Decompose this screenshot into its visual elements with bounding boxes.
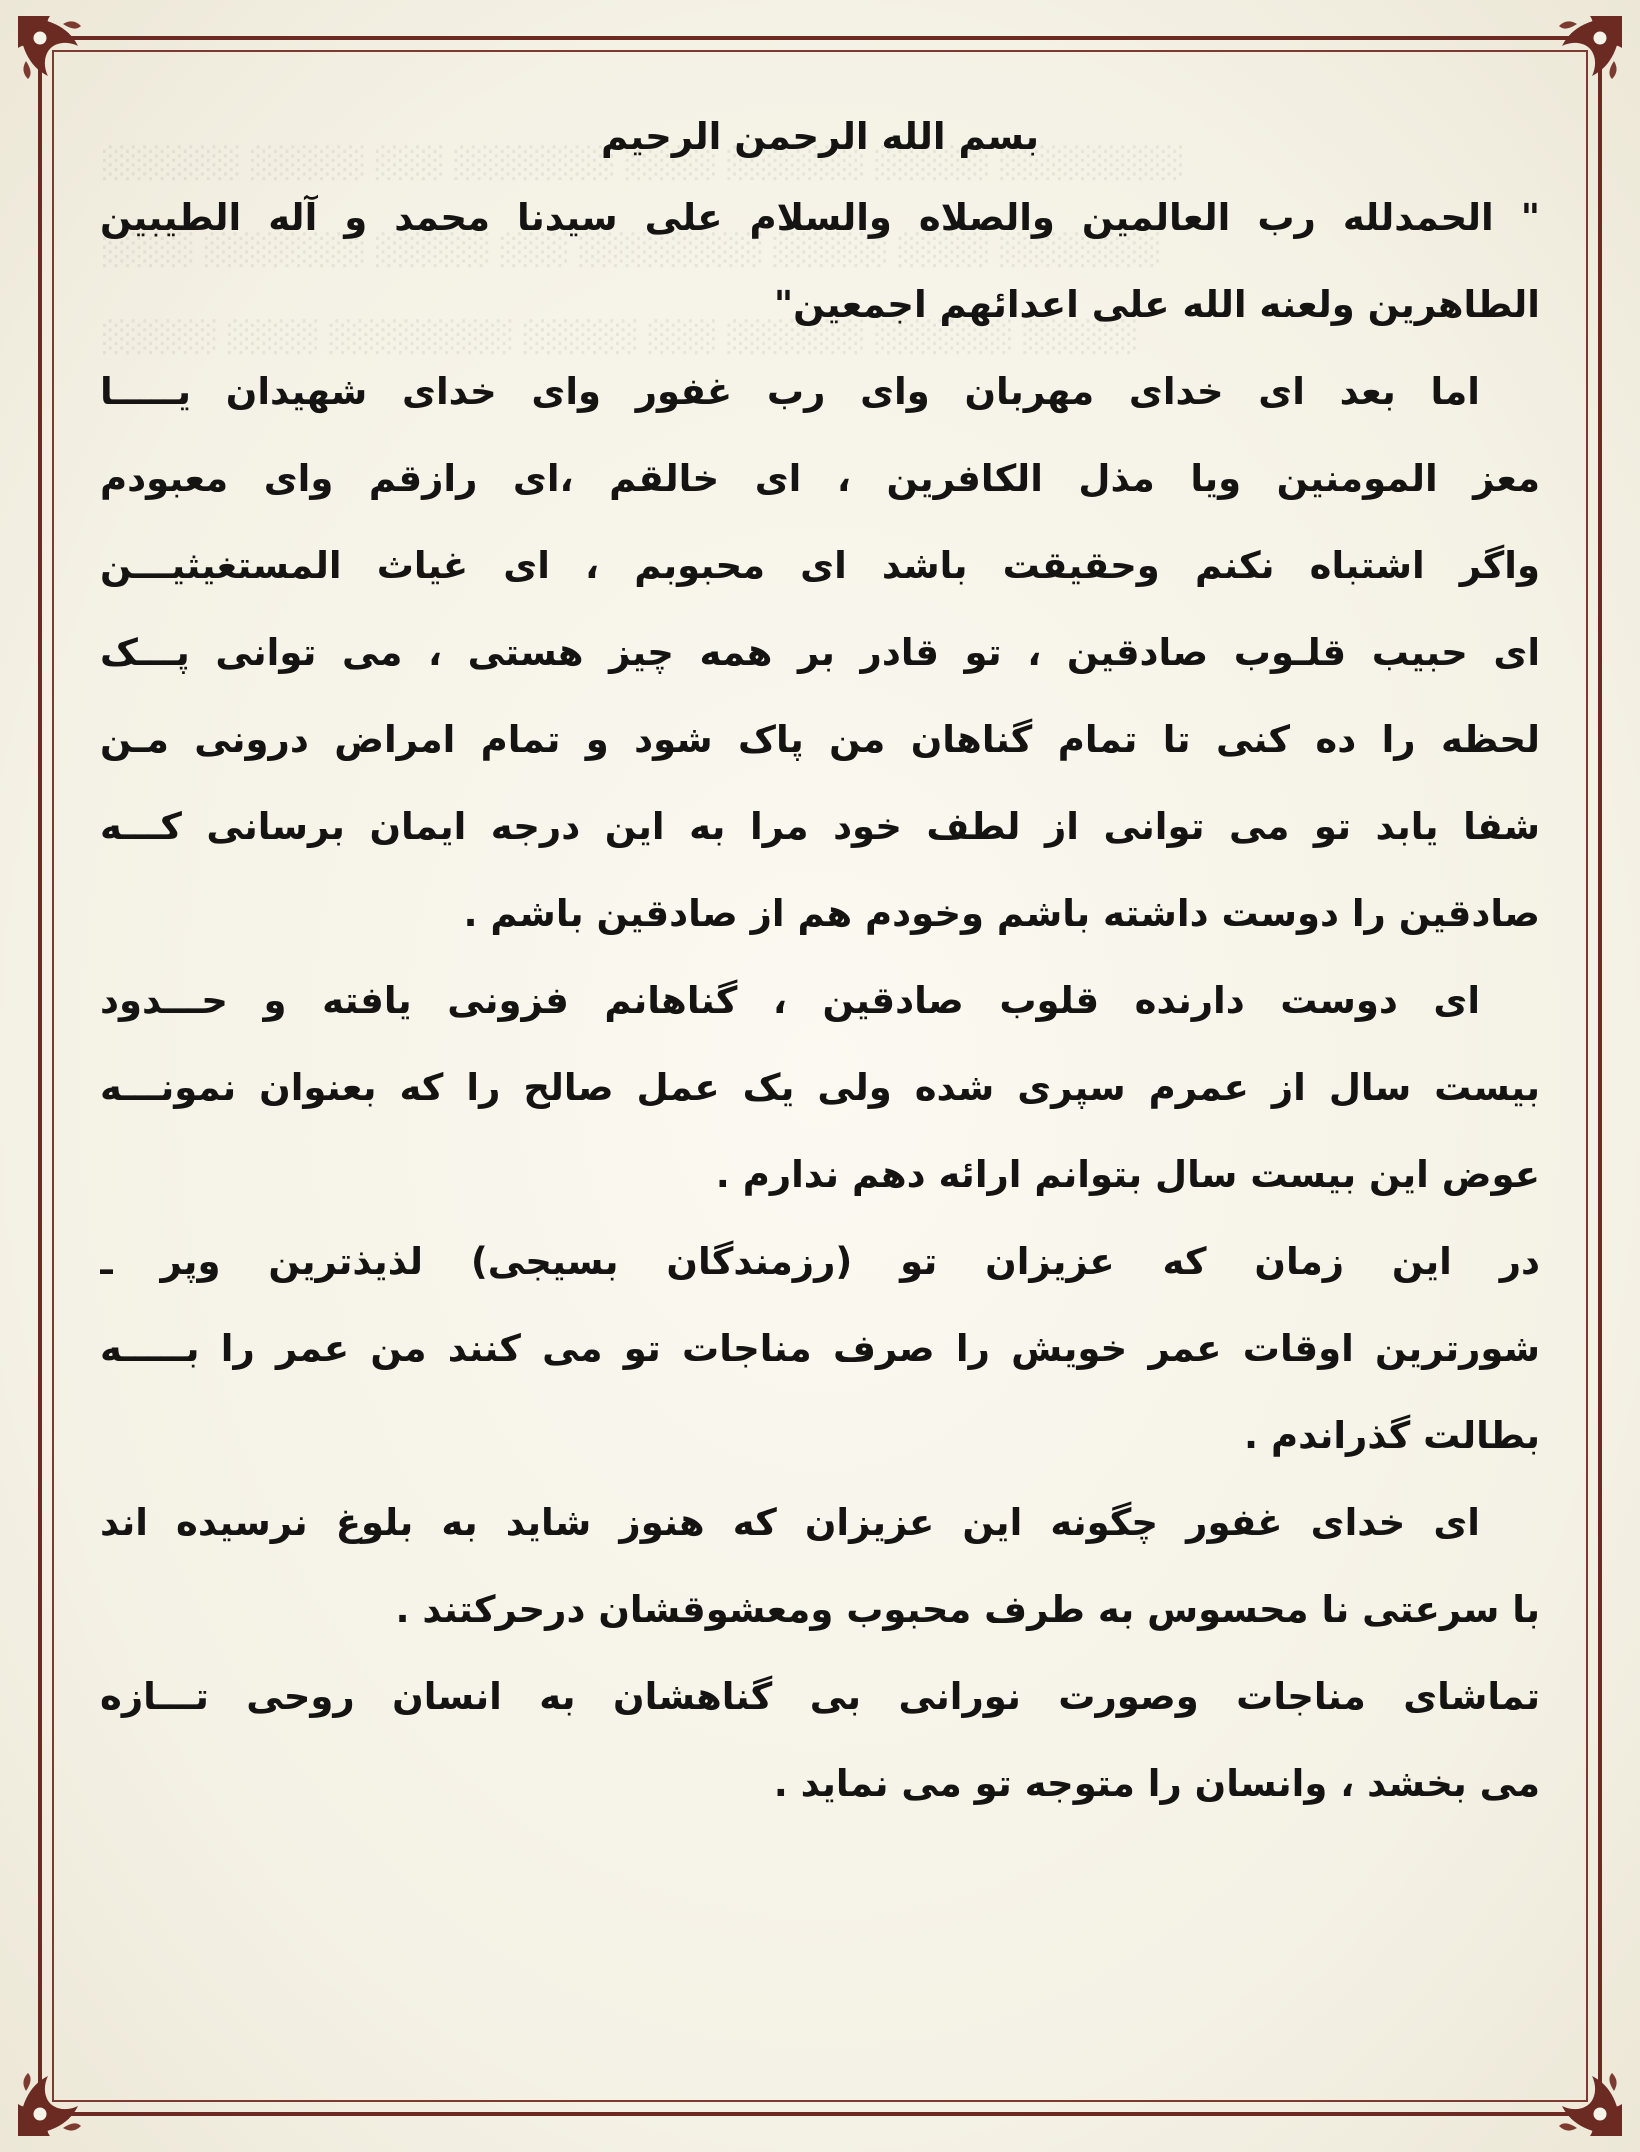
- bismillah-heading: بسم الله الرحمن الرحیم: [600, 115, 1040, 158]
- document-body: [100, 100, 1540, 2072]
- text-line: معز المومنین ویا مذل الکافرین ، ای خالقم ،ای رازقم وای معبودم: [100, 457, 1540, 500]
- text-line: ای حبیب قلـوب صادقین ، تو قادر بر همه چیز هستی ، می توانی پـــک: [100, 631, 1540, 674]
- text-line: اما بعد ای خدای مهربان وای رب غفور وای خدای شهیدان یـــــا: [100, 370, 1480, 413]
- text-line: " الحمدلله رب العالمین والصلاه والسلام علی سیدنا محمد و آله الطیبین: [100, 196, 1540, 239]
- text-line: صادقین را دوست داشته باشم وخودم هم از صادقین باشم .: [463, 892, 1540, 935]
- text-line: ای دوست دارنده قلوب صادقین ، گناهانم فزونی یافته و حـــدود: [100, 979, 1480, 1022]
- text-line: می بخشد ، وانسان را متوجه تو می نماید .: [773, 1762, 1540, 1805]
- text-line: واگر اشتباه نکنم وحقیقت باشد ای محبوبم ، ای غیاث المستغیثیـــن: [100, 544, 1540, 587]
- text-line: الطاهرین ولعنه الله علی اعدائهم اجمعین": [773, 283, 1540, 326]
- text-line: شورترین اوقات عمر خویش را صرف مناجات تو می کنند من عمر را بـــــه: [100, 1327, 1540, 1370]
- text-line: شفا یابد تو می توانی از لطف خود مرا به این درجه ایمان برسانی کـــه: [100, 805, 1540, 848]
- text-line: لحظه را ده کنی تا تمام گناهان من پاک شود و تمام امراض درونی مـن: [100, 718, 1540, 761]
- bleed-through-texture: ░░░░░░ ░░░░░ ░░░ ░░░░░░░ ░░░░ ░░░░░░ ░░░░░ ░░░░░░░░ ░░░░ ░░░░░░░ ░░░░░ ░░░ ░░░░░░░░ ░░░░░ ░░░░ ░░░░░░░ ░░░░░ ░░░░ ░░░░░░░░ ░░░░░ ░░░ ░░░░░░ ░░░░░░ ░░░░░: [100, 146, 1182, 355]
- text-line: بیست سال از عمرم سپری شده ولی یک عمل صالح را که بعنوان نمونـــه: [100, 1066, 1540, 1109]
- text-line: در این زمان که عزیزان تو (رزمندگان بسیجی) لذیذترین وپر ـ: [100, 1240, 1540, 1283]
- text-line: با سرعتی نا محسوس به طرف محبوب ومعشوقشان درحرکتند .: [395, 1588, 1540, 1631]
- text-line: ای خدای غفور چگونه این عزیزان که هنوز شاید به بلوغ نرسیده اند: [100, 1501, 1480, 1544]
- text-line: تماشای مناجات وصورت نورانی بی گناهشان به انسان روحی تـــازه: [100, 1675, 1540, 1718]
- text-line: عوض این بیست سال بتوانم ارائه دهم ندارم .: [715, 1153, 1540, 1196]
- text-line: بطالت گذراندم .: [1244, 1414, 1540, 1457]
